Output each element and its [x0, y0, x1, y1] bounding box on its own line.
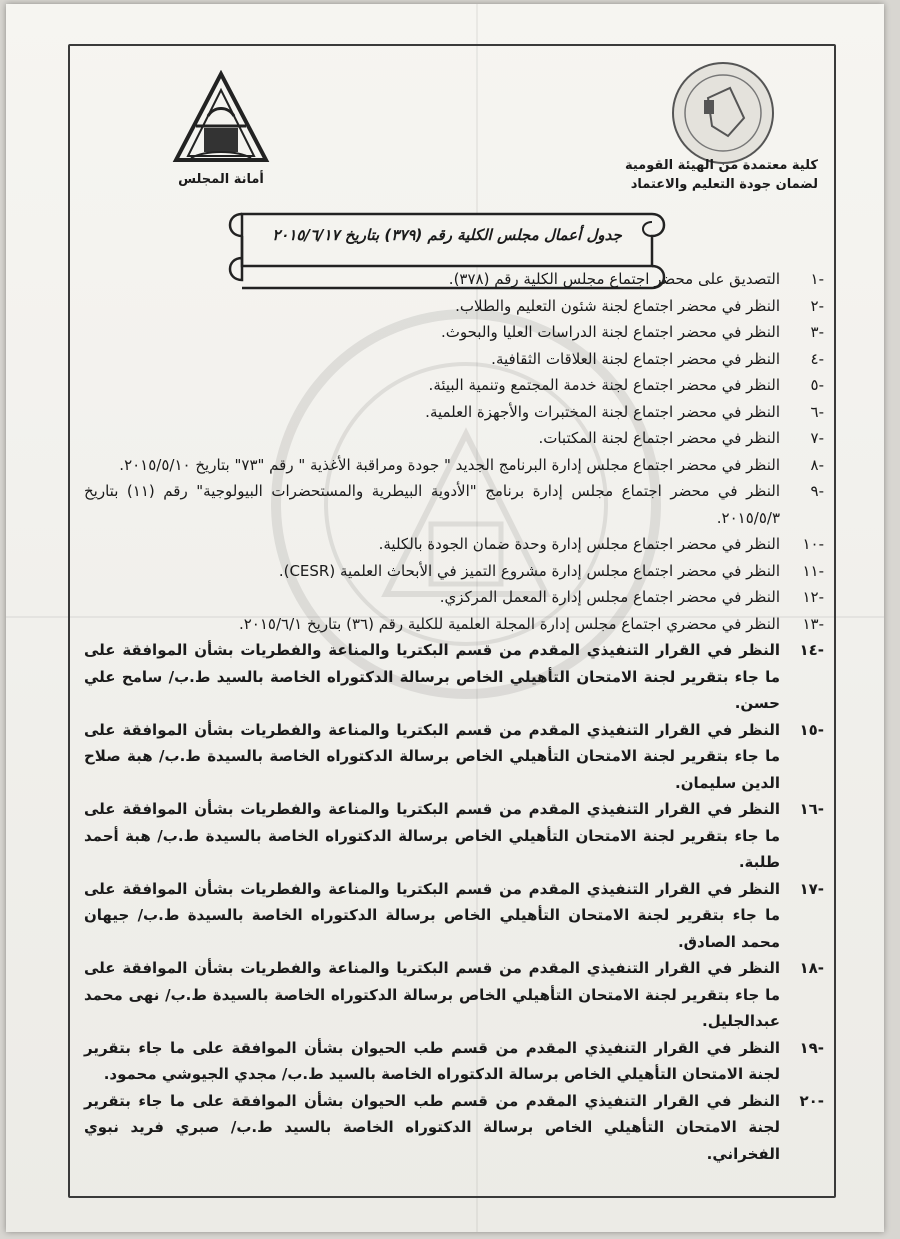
item-number: -١ [810, 270, 824, 288]
item-number: -١٣ [802, 614, 824, 633]
agenda-item [84, 558, 824, 585]
item-number: -١٥ [799, 720, 824, 739]
item-text: النظر في محضر اجتماع لجنة الدراسات العليا والبحوث. [440, 323, 780, 341]
agenda-item [84, 637, 824, 717]
item-text: النظر في القرار التنفيذي المقدم من قسم طب الحيوان بشأن الموافقة على ما جاء بتقرير لجنة الامتحان التأهيلي الخاص برسالة الدكتوراه الخاصة بالسيد ط.ب/ صبري فريد نبوي الفخراني. [84, 1091, 780, 1163]
item-text: النظر في القرار التنفيذي المقدم من قسم البكتريا والمناعة والفطريات بشأن الموافقة على ما جاء بتقرير لجنة الامتحان التأهيلي الخاص برسالة الدكتوراه الخاصة بالسيدة ط.ب/ هبة صلاح الدين سليمان. [84, 720, 780, 792]
accreditation-caption-line1: كلية معتمدة من الهيئة القومية [624, 158, 818, 173]
item-text: النظر في محضري اجتماع مجلس إدارة المجلة العلمية للكلية رقم (٣٦) بتاريخ ٢٠١٥/٦/١. [238, 614, 780, 633]
agenda-item [84, 266, 824, 293]
agenda-item [84, 293, 824, 320]
naqaae-logo [668, 58, 778, 168]
item-text: النظر في القرار التنفيذي المقدم من قسم طب الحيوان بشأن الموافقة على ما جاء بتقرير لجنة الامتحان التأهيلي الخاص برسالة الدكتوراه الخاصة بالسيد ط.ب/ مجدي الجيوشي محمود. [84, 1038, 780, 1083]
item-text: النظر في محضر اجتماع مجلس إدارة البرنامج الجديد " جودة ومراقبة الأغذية " رقم "٧٣" بتاريخ ٢٠١٥/٥/١٠. [119, 455, 780, 474]
item-number: -٢٠ [799, 1091, 824, 1110]
agenda-item [84, 955, 824, 1035]
agenda-item [84, 478, 824, 531]
item-number: -١٩ [799, 1038, 824, 1057]
item-text: النظر في محضر اجتماع لجنة المختبرات والأجهزة العلمية. [425, 402, 780, 421]
agenda-item [84, 584, 824, 611]
item-text: النظر في محضر اجتماع لجنة خدمة المجتمع وتنمية البيئة. [428, 376, 780, 394]
accreditation-caption-line2: لضمان جودة التعليم والاعتماد [630, 177, 818, 192]
agenda-item [84, 425, 824, 452]
item-number: -١٠ [802, 535, 824, 553]
paper-sheet [6, 4, 884, 1232]
item-number: -٦ [810, 402, 824, 421]
item-number: -١٦ [799, 800, 824, 818]
accreditation-caption [606, 156, 818, 194]
agenda-title: جدول أعمال مجلس الكلية رقم (٣٧٩) بتاريخ ٢٠١٥/٦/١٧ [272, 226, 622, 244]
item-text: النظر في القرار التنفيذي المقدم من قسم البكتريا والمناعة والفطريات بشأن الموافقة على ما جاء بتقرير لجنة الامتحان التأهيلي الخاص برسالة الدكتوراه الخاصة بالسيدة ط.ب/ هبة أحمد طلبة. [84, 800, 780, 871]
item-text: النظر في محضر اجتماع لجنة المكتبات. [538, 429, 780, 447]
item-text: النظر في القرار التنفيذي المقدم من قسم البكتريا والمناعة والفطريات بشأن الموافقة على ما جاء بتقرير لجنة الامتحان التأهيلي الخاص برسالة الدكتوراه الخاصة بالسيدة ط.ب/ جيهان محمد الصادق. [84, 879, 780, 951]
item-number: -١٨ [799, 959, 824, 977]
council-secretariat-caption: أمانة المجلس [178, 172, 264, 187]
item-number: -١٢ [802, 588, 824, 606]
item-text: النظر في محضر اجتماع مجلس إدارة مشروع التميز في الأبحاث العلمية (CESR). [278, 561, 780, 580]
item-number: -١٤ [799, 641, 824, 659]
agenda-item [84, 876, 824, 956]
item-text: النظر في محضر اجتماع مجلس إدارة المعمل المركزي. [439, 588, 780, 606]
agenda-item [84, 1035, 824, 1088]
item-number: -١١ [802, 561, 824, 580]
item-text: التصديق على محضر اجتماع مجلس الكلية رقم (٣٧٨). [448, 270, 780, 288]
agenda-item [84, 452, 824, 479]
agenda-item [84, 1088, 824, 1168]
item-text: النظر في محضر اجتماع مجلس إدارة برنامج "الأدوية البيطرية والمستحضرات البيولوجية" رقم (١١) بتاريخ ٢٠١٥/٥/٣. [84, 482, 780, 527]
agenda-item [84, 372, 824, 399]
item-number: -٨ [810, 455, 824, 474]
benha-university-logo [166, 70, 276, 166]
item-text: النظر في القرار التنفيذي المقدم من قسم البكتريا والمناعة والفطريات بشأن الموافقة على ما جاء بتقرير لجنة الامتحان التأهيلي الخاص برسالة الدكتوراه الخاصة بالسيد ط.ب/ سامح علي حسن. [84, 641, 780, 712]
agenda-item [84, 717, 824, 797]
agenda-items [84, 266, 824, 1167]
item-text: النظر في محضر اجتماع لجنة العلاقات الثقافية. [491, 349, 780, 368]
agenda-item [84, 531, 824, 558]
item-number: -٥ [810, 376, 824, 394]
item-number: -٢ [810, 296, 824, 315]
item-text: النظر في القرار التنفيذي المقدم من قسم البكتريا والمناعة والفطريات بشأن الموافقة على ما جاء بتقرير لجنة الامتحان التأهيلي الخاص برسالة الدكتوراه الخاصة بالسيدة ط.ب/ نهى محمد عبدالجليل. [84, 959, 780, 1030]
item-number: -٧ [810, 429, 824, 447]
agenda-item [84, 399, 824, 426]
agenda-item [84, 319, 824, 346]
item-number: -٩ [810, 482, 824, 500]
item-text: النظر في محضر اجتماع مجلس إدارة وحدة ضمان الجودة بالكلية. [378, 535, 780, 553]
item-text: النظر في محضر اجتماع لجنة شئون التعليم والطلاب. [455, 296, 780, 315]
agenda-item [84, 346, 824, 373]
item-number: -٤ [810, 349, 824, 368]
agenda-item [84, 611, 824, 638]
agenda-item [84, 796, 824, 876]
item-number: -١٧ [799, 879, 824, 898]
item-number: -٣ [810, 323, 824, 341]
